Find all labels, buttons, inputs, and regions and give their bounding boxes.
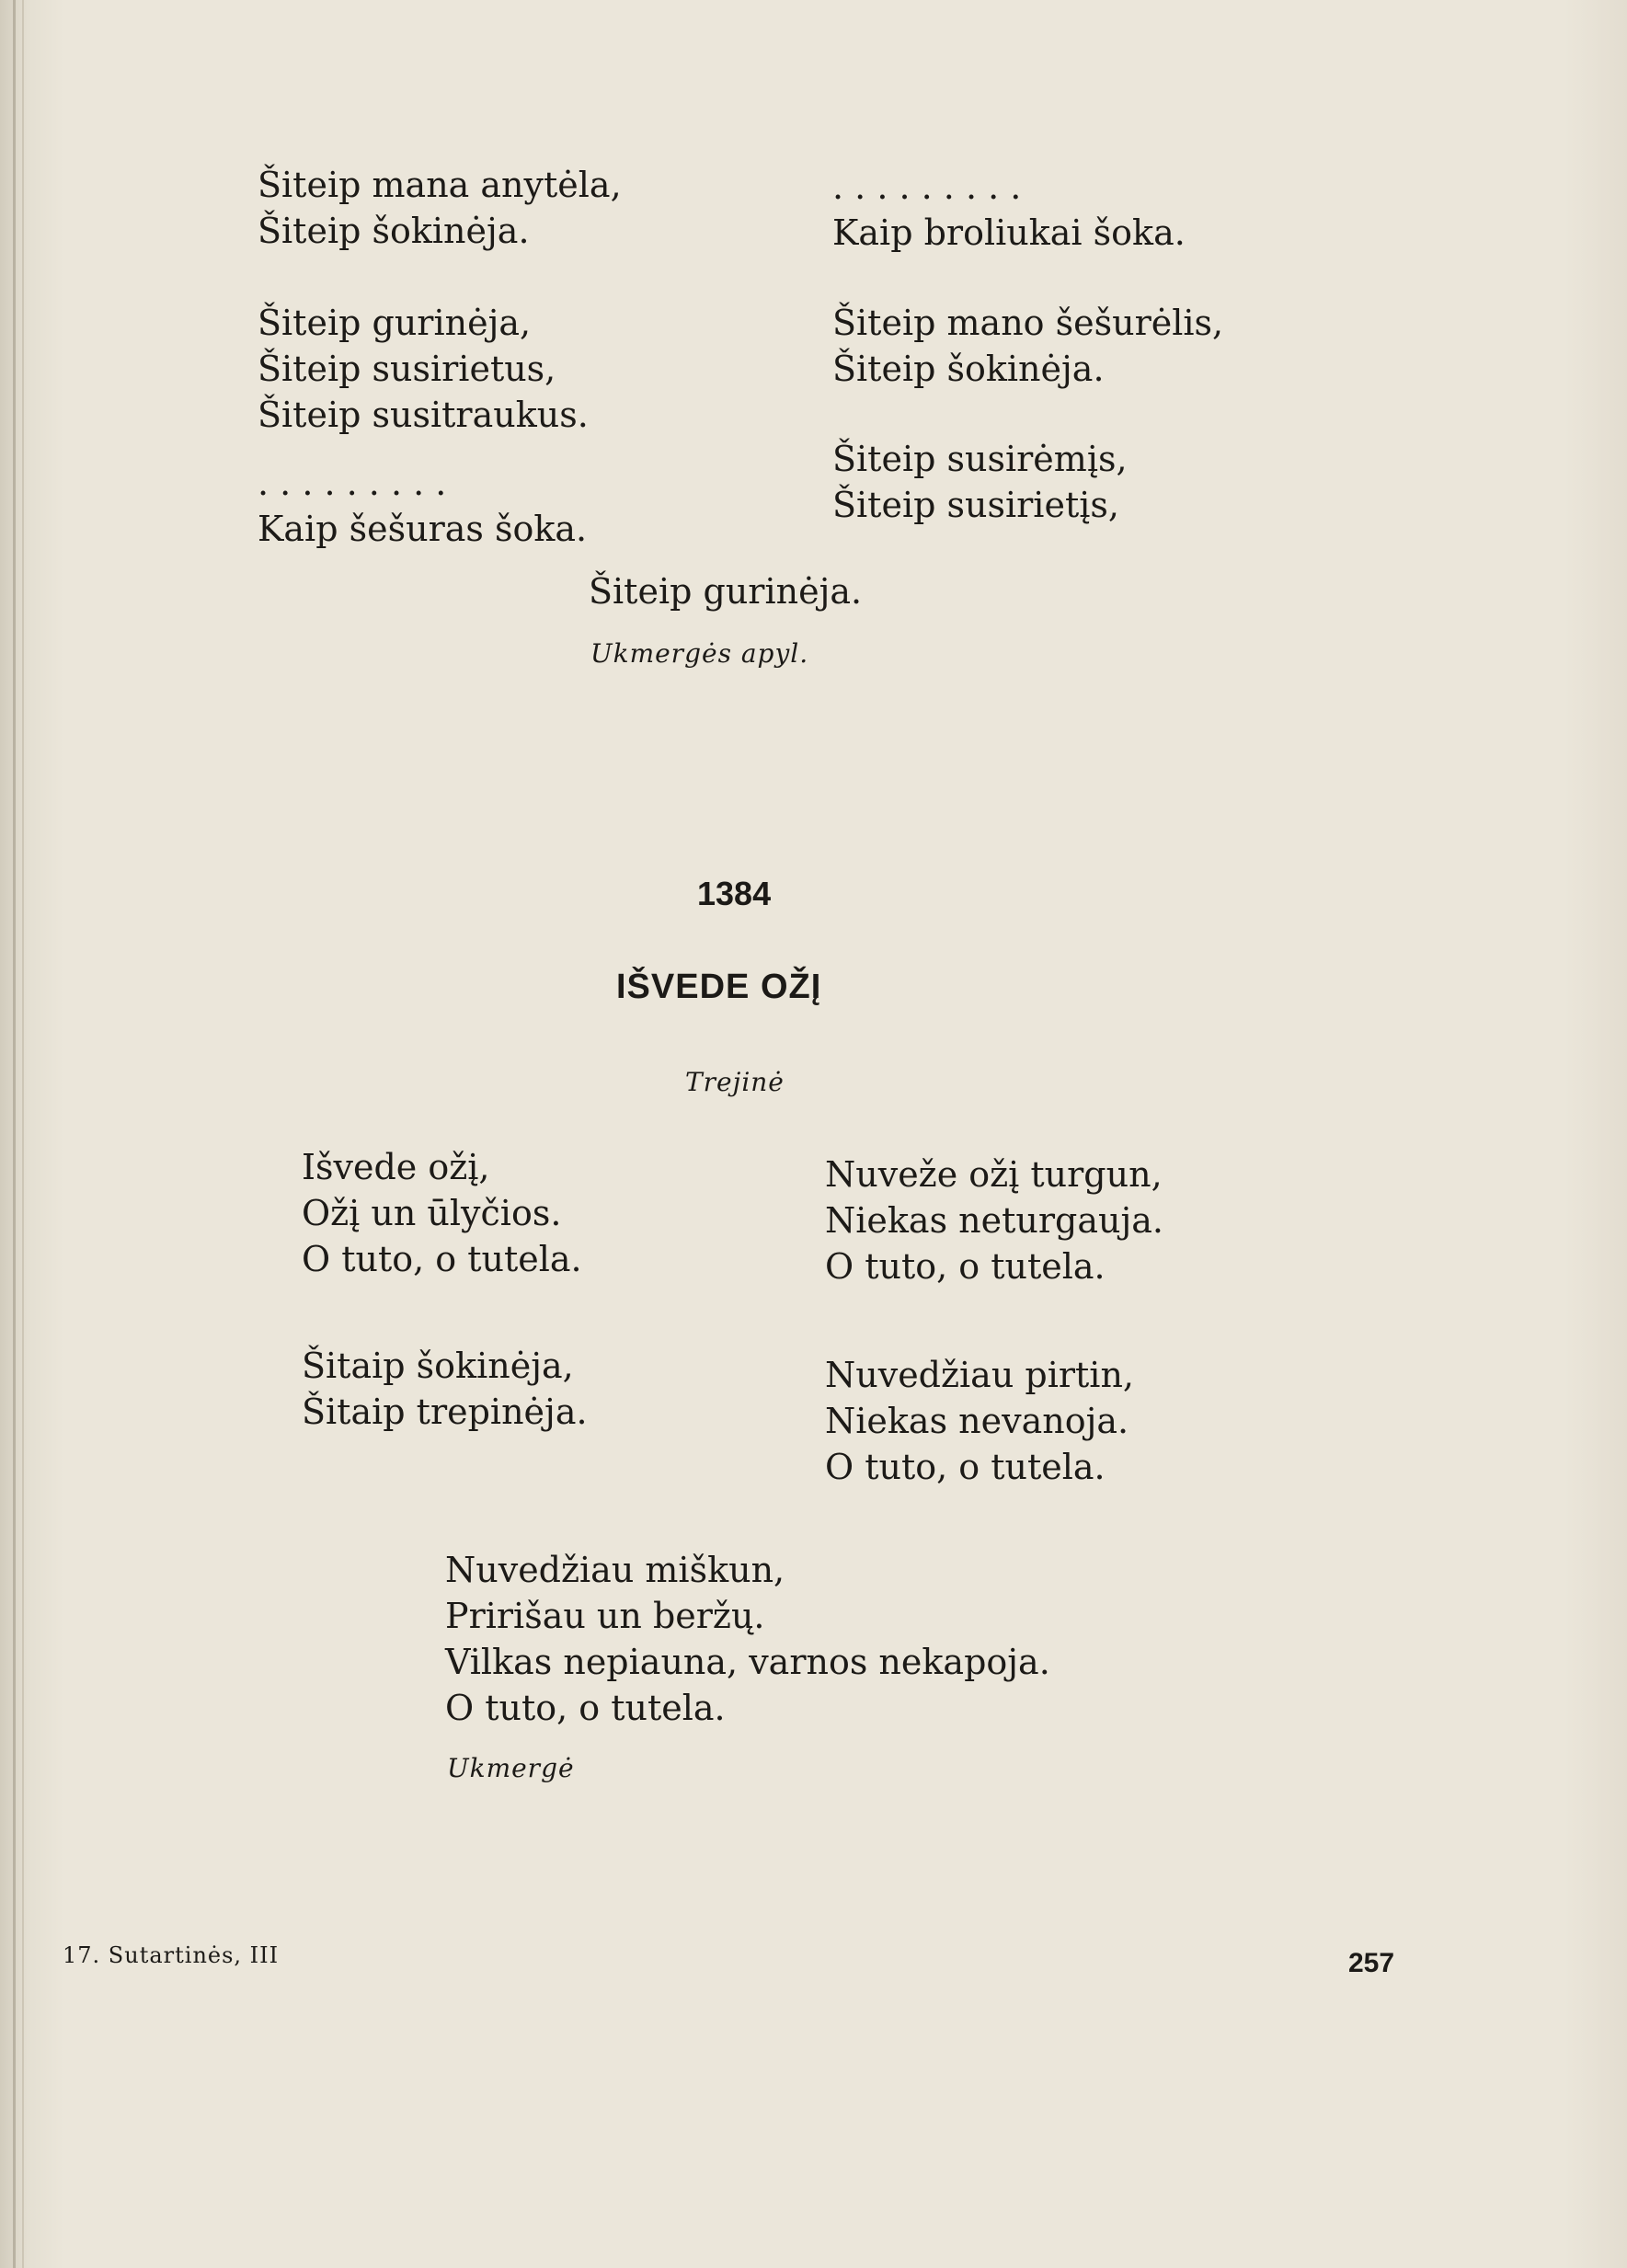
verse-line: O tuto, o tutela. (445, 1688, 726, 1728)
song-title: IŠVEDE OŽĮ (616, 968, 822, 1006)
binding-shadow (13, 0, 16, 2268)
verse-line: O tuto, o tutela. (825, 1246, 1106, 1287)
verse-line: Šiteip mano šešurėlis, (832, 303, 1224, 343)
prev-right-column (832, 164, 1223, 576)
verse-line: Vilkas nepiauna, varnos nekapoja. (445, 1642, 1050, 1682)
stanza (832, 300, 1223, 392)
binding-edge (22, 0, 24, 2268)
prev-left-column (258, 162, 622, 600)
stanza (832, 164, 1223, 256)
prev-final-line: Šiteip gurinėja. (589, 571, 863, 612)
verse-line: Nuvedžiau pirtin, (825, 1355, 1135, 1395)
verse-line: Pririšau un beržų. (445, 1596, 765, 1636)
verse-line: Šiteip susitraukus. (258, 395, 589, 435)
verse-line: Šiteip susirėmįs, (832, 439, 1128, 479)
verse-line: Nuveže ožį turgun, (825, 1154, 1163, 1195)
stanza (258, 162, 622, 254)
song-left-column (302, 1144, 588, 1483)
verse-line: Ožį un ūlyčios. (302, 1193, 562, 1233)
verse-line: O tuto, o tutela. (302, 1239, 582, 1279)
song-source: Ukmergė (447, 1753, 575, 1783)
verse-line: Šiteip susirietus, (258, 349, 556, 389)
song-right-column (825, 1151, 1163, 1538)
stanza (258, 460, 622, 552)
verse-line: Niekas nevanoja. (825, 1401, 1129, 1441)
verse-line: Šitaip šokinėja, (302, 1346, 574, 1386)
verse-line: Šitaip trepinėja. (302, 1392, 588, 1432)
song-final-stanza (445, 1547, 1050, 1731)
stanza (302, 1343, 588, 1435)
verse-line: . . . . . . . . . (258, 463, 447, 503)
stanza (825, 1352, 1163, 1490)
song-number: 1384 (697, 875, 772, 912)
verse-line: Šiteip mana anytėla, (258, 165, 622, 205)
verse-line: Šiteip gurinėja, (258, 303, 532, 343)
verse-line: Išvede ožį, (302, 1147, 490, 1187)
verse-line: O tuto, o tutela. (825, 1447, 1106, 1487)
verse-line: Šiteip susirietįs, (832, 485, 1119, 525)
stanza (258, 300, 622, 438)
verse-line: . . . . . . . . . (832, 166, 1022, 207)
page-number: 257 (1348, 1948, 1395, 1978)
stanza (832, 436, 1223, 528)
stanza (825, 1151, 1163, 1289)
verse-line: Šiteip šokinėja. (258, 211, 530, 251)
verse-line: Kaip šešuras šoka. (258, 509, 588, 549)
verse-line: Kaip broliukai šoka. (832, 212, 1186, 253)
song-subtitle: Trejinė (685, 1067, 785, 1097)
verse-line: Šiteip šokinėja. (832, 349, 1105, 389)
footer-signature: 17. Sutartinės, III (63, 1942, 280, 1968)
verse-line: Niekas neturgauja. (825, 1200, 1163, 1241)
verse-line: Nuvedžiau miškun, (445, 1550, 785, 1590)
prev-source: Ukmergės apyl. (590, 638, 809, 669)
stanza (302, 1144, 588, 1282)
